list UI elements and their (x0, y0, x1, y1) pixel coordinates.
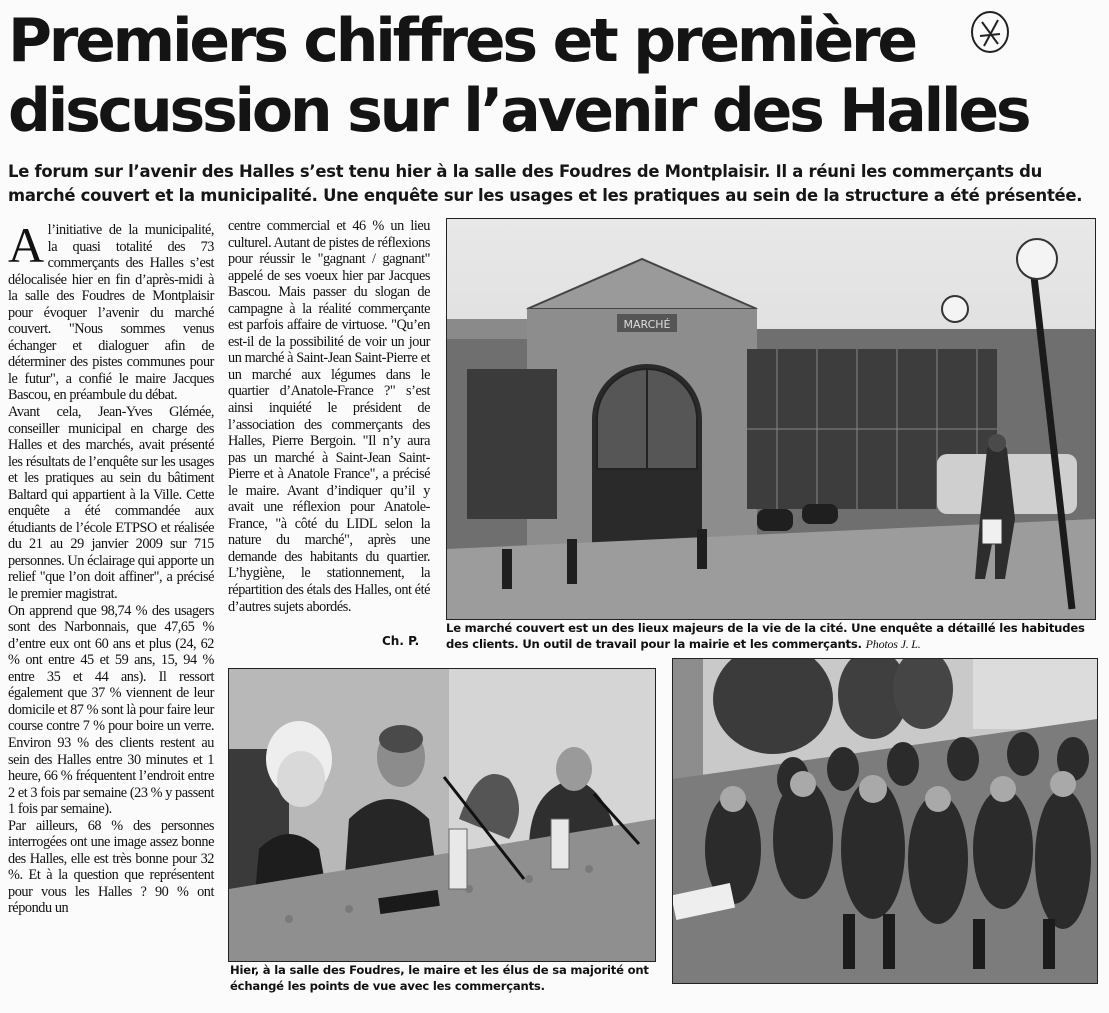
panel-photo-caption: Hier, à la salle des Foudres, le maire et les élus de sa majorité ont échangé les points de vue avec les commerçants. (230, 963, 649, 993)
article-lede: Le forum sur l’avenir des Halles s’est tenu hier à la salle des Foudres de Montplaisir. Il a réuni les commerçants du marché couvert et la municipalité. Une enquête sur les usages et les pratiques au sein de la structure a été présentée. (8, 162, 1083, 205)
photo-credit: Photos J. L. (865, 637, 921, 651)
article-headline (8, 6, 1068, 146)
handwritten-circle-mark (968, 8, 1014, 60)
market-photo-caption (446, 620, 1096, 652)
article-paragraph: Par ailleurs, 68 % des personnes interrogées ont une image assez bonne des Halles, elle est très bonne pour 32 %. Et à la question que représentent pour vous les Halles ? 90 % ont répondu un (8, 817, 214, 917)
article-paragraph: Avant cela, Jean-Yves Glémée, conseiller municipal en charge des Halles et des marchés, avait présenté les résultats de l’enquête sur les usages et les pratiques au sein du bâtiment Baltard qui appartient à la Ville. Cette enquête a été commandée aux étudiants de l’école ETPSO et réalisée du 21 au 29 janvier 2009 sur 715 personnes. Un éclairage qui apporte un relief "que l’on doit affiner", a précisé le premier magistrat. (8, 404, 215, 603)
article-paragraph (8, 217, 214, 404)
audience-photo (672, 658, 1098, 984)
headline-line-2: discussion sur l’avenir des Halles (8, 76, 1029, 146)
caption-text: Le marché couvert est un des lieux majeurs de la vie de la cité. Une enquête a détaillé les habitudes des clients. Un outil de travail pour la mairie et les commerçants. (446, 621, 1085, 651)
paragraph-text: l’initiative de la municipalité, la quasi totalité des 73 commerçants des Halles s’est délocalisée hier en fin d’après-midi à la salle des Foudres de Montplaisir pour évoquer l’avenir du marché couvert. "Nous sommes venus échanger et dialoguer afin de déterminer des pistes communes pour le futur", a confié le maire Jacques Bascou, en préambule du débat. (8, 222, 214, 404)
article-paragraph: On apprend que 98,74 % des usagers sont des Narbonnais, que 47,65 % d’entre eux ont 60 ans et plus (24, 62 % ont entre 45 et 59 ans, 15, 94 % entre 35 et 44 ans). Il ressort également que 37 % viennent de leur domicile et 87 % sont là pour faire leur course contre 7 % pour boire un verre. Environ 93 % des clients restent au sein des Halles entre 30 minutes et 1 heure, 66 % fréquentent l’endroit entre 2 et 3 fois par semaine (23 % y passent 1 fois par semaine). (8, 602, 214, 818)
article-paragraph: centre commercial et 46 % un lieu culturel. Autant de pistes de réflexions pour réussir le "gagnant / gagnant" appelé de ses voeux hier par Jacques Bascou. Mais passer du slogan de campagne à la réalité commerçante est parfois affaire de virtuose. "Qu’en est-il de la possibilité de voir un jour un marché à Saint-Jean Saint-Pierre et un marché aux légumes dans le quartier d’Anatole-France ?" s’est ainsi inquiété le président de l’association des commerçants des Halles, Pierre Bergoin. "Il n’y aura pas un marché à Saint-Jean Saint-Pierre et à Anatole France", a précisé le maire. Avant d’indiquer qu’il y avait une réflexion pour Anatole-France, "à côté du LIDL selon la nature du marché", après une demande des habitants du quartier. L’hygiène, le stationnement, la répartition des étals des Halles, ont été d’autres sujets abordés. (228, 218, 430, 615)
article-column-1 (8, 217, 215, 917)
author-signature: Ch. P. (382, 634, 420, 648)
market-sign-text: MARCHÉ (623, 318, 671, 331)
market-hall-photo (446, 218, 1096, 620)
panel-photo (228, 668, 656, 962)
headline-line-1: Premiers chiffres et première (8, 6, 915, 76)
article-column-2 (228, 218, 430, 615)
drop-cap: A (8, 217, 44, 273)
